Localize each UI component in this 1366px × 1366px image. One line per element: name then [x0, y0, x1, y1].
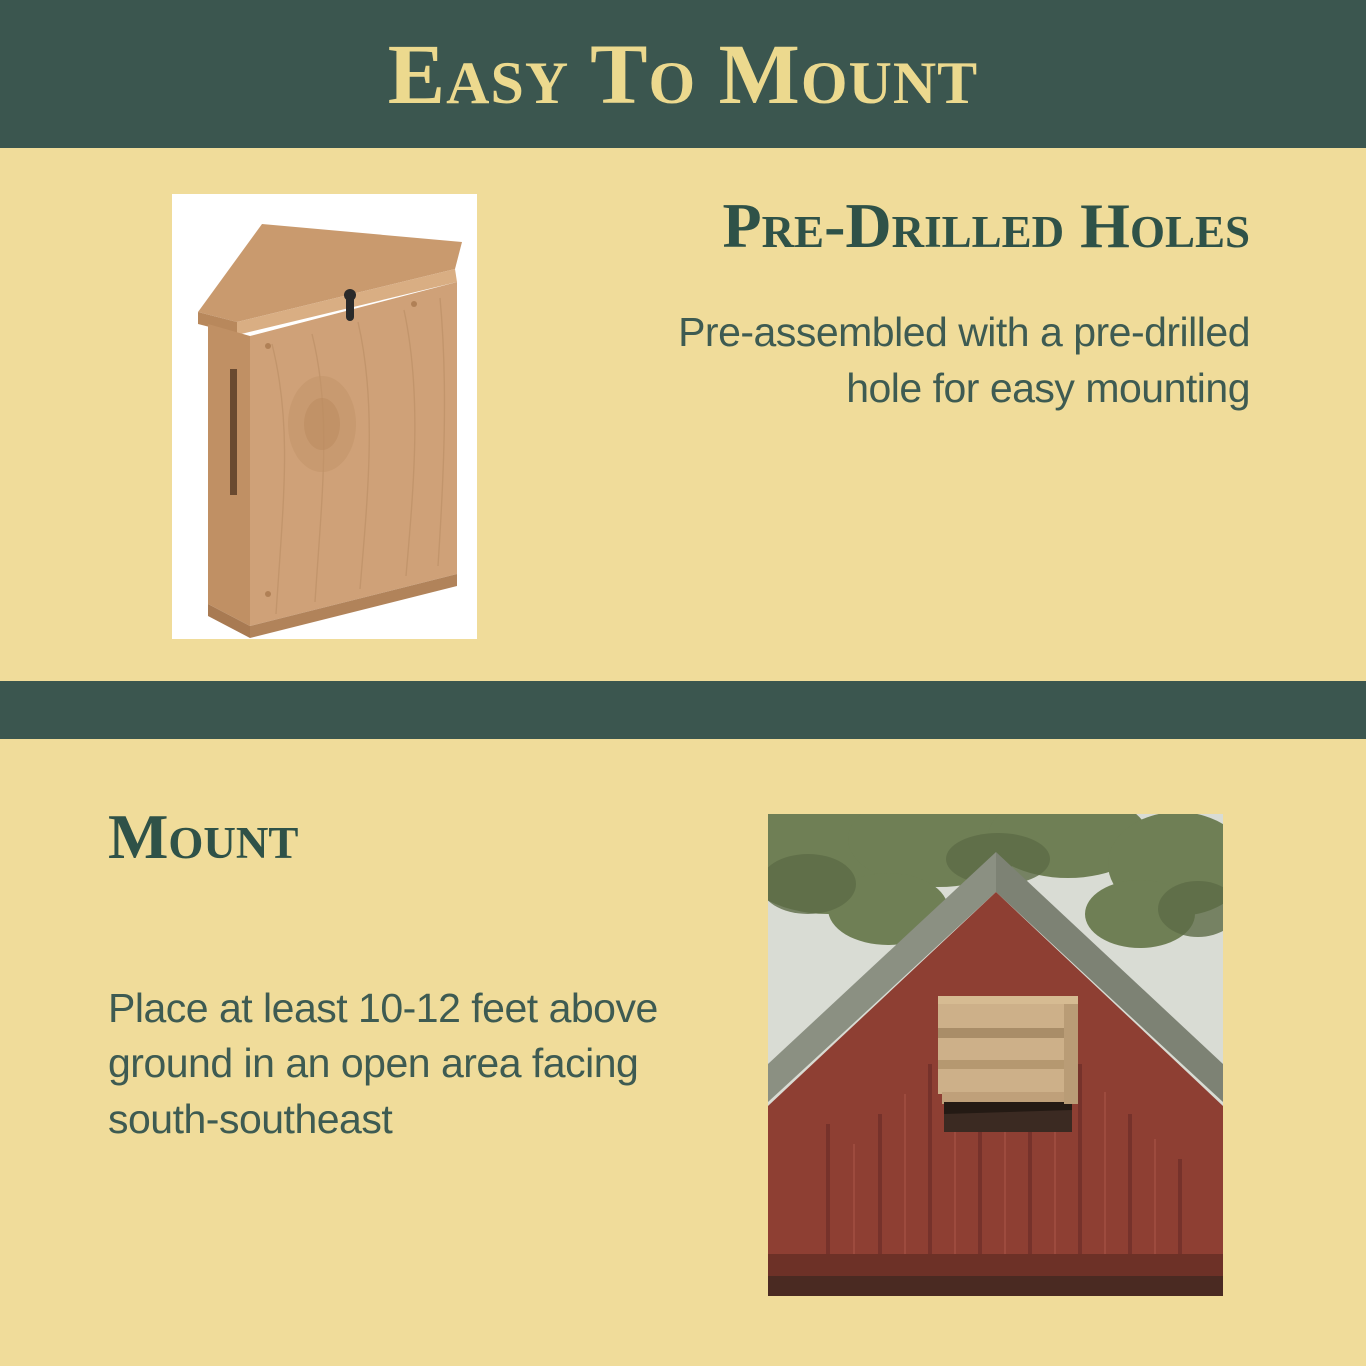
nest-box-illustration [172, 194, 477, 639]
section-mount [0, 739, 1366, 1366]
pre-drilled-copy-column [640, 192, 1250, 416]
pre-drilled-heading: Pre-Drilled Holes [722, 190, 1250, 261]
barn-photo [768, 814, 1223, 1296]
barn-illustration [768, 814, 1223, 1296]
page-title: Easy To Mount [387, 26, 979, 122]
divider-band [0, 681, 1366, 739]
pre-drilled-body: Pre-assembled with a pre-drilled hole for easy mounting [678, 309, 1250, 411]
mount-heading: Mount [108, 801, 299, 872]
header-band [0, 0, 1366, 148]
section-pre-drilled-holes [0, 148, 1366, 681]
product-photo [172, 194, 477, 639]
mount-body: Place at least 10-12 feet above ground in an open area facing south-southeast [108, 985, 658, 1142]
